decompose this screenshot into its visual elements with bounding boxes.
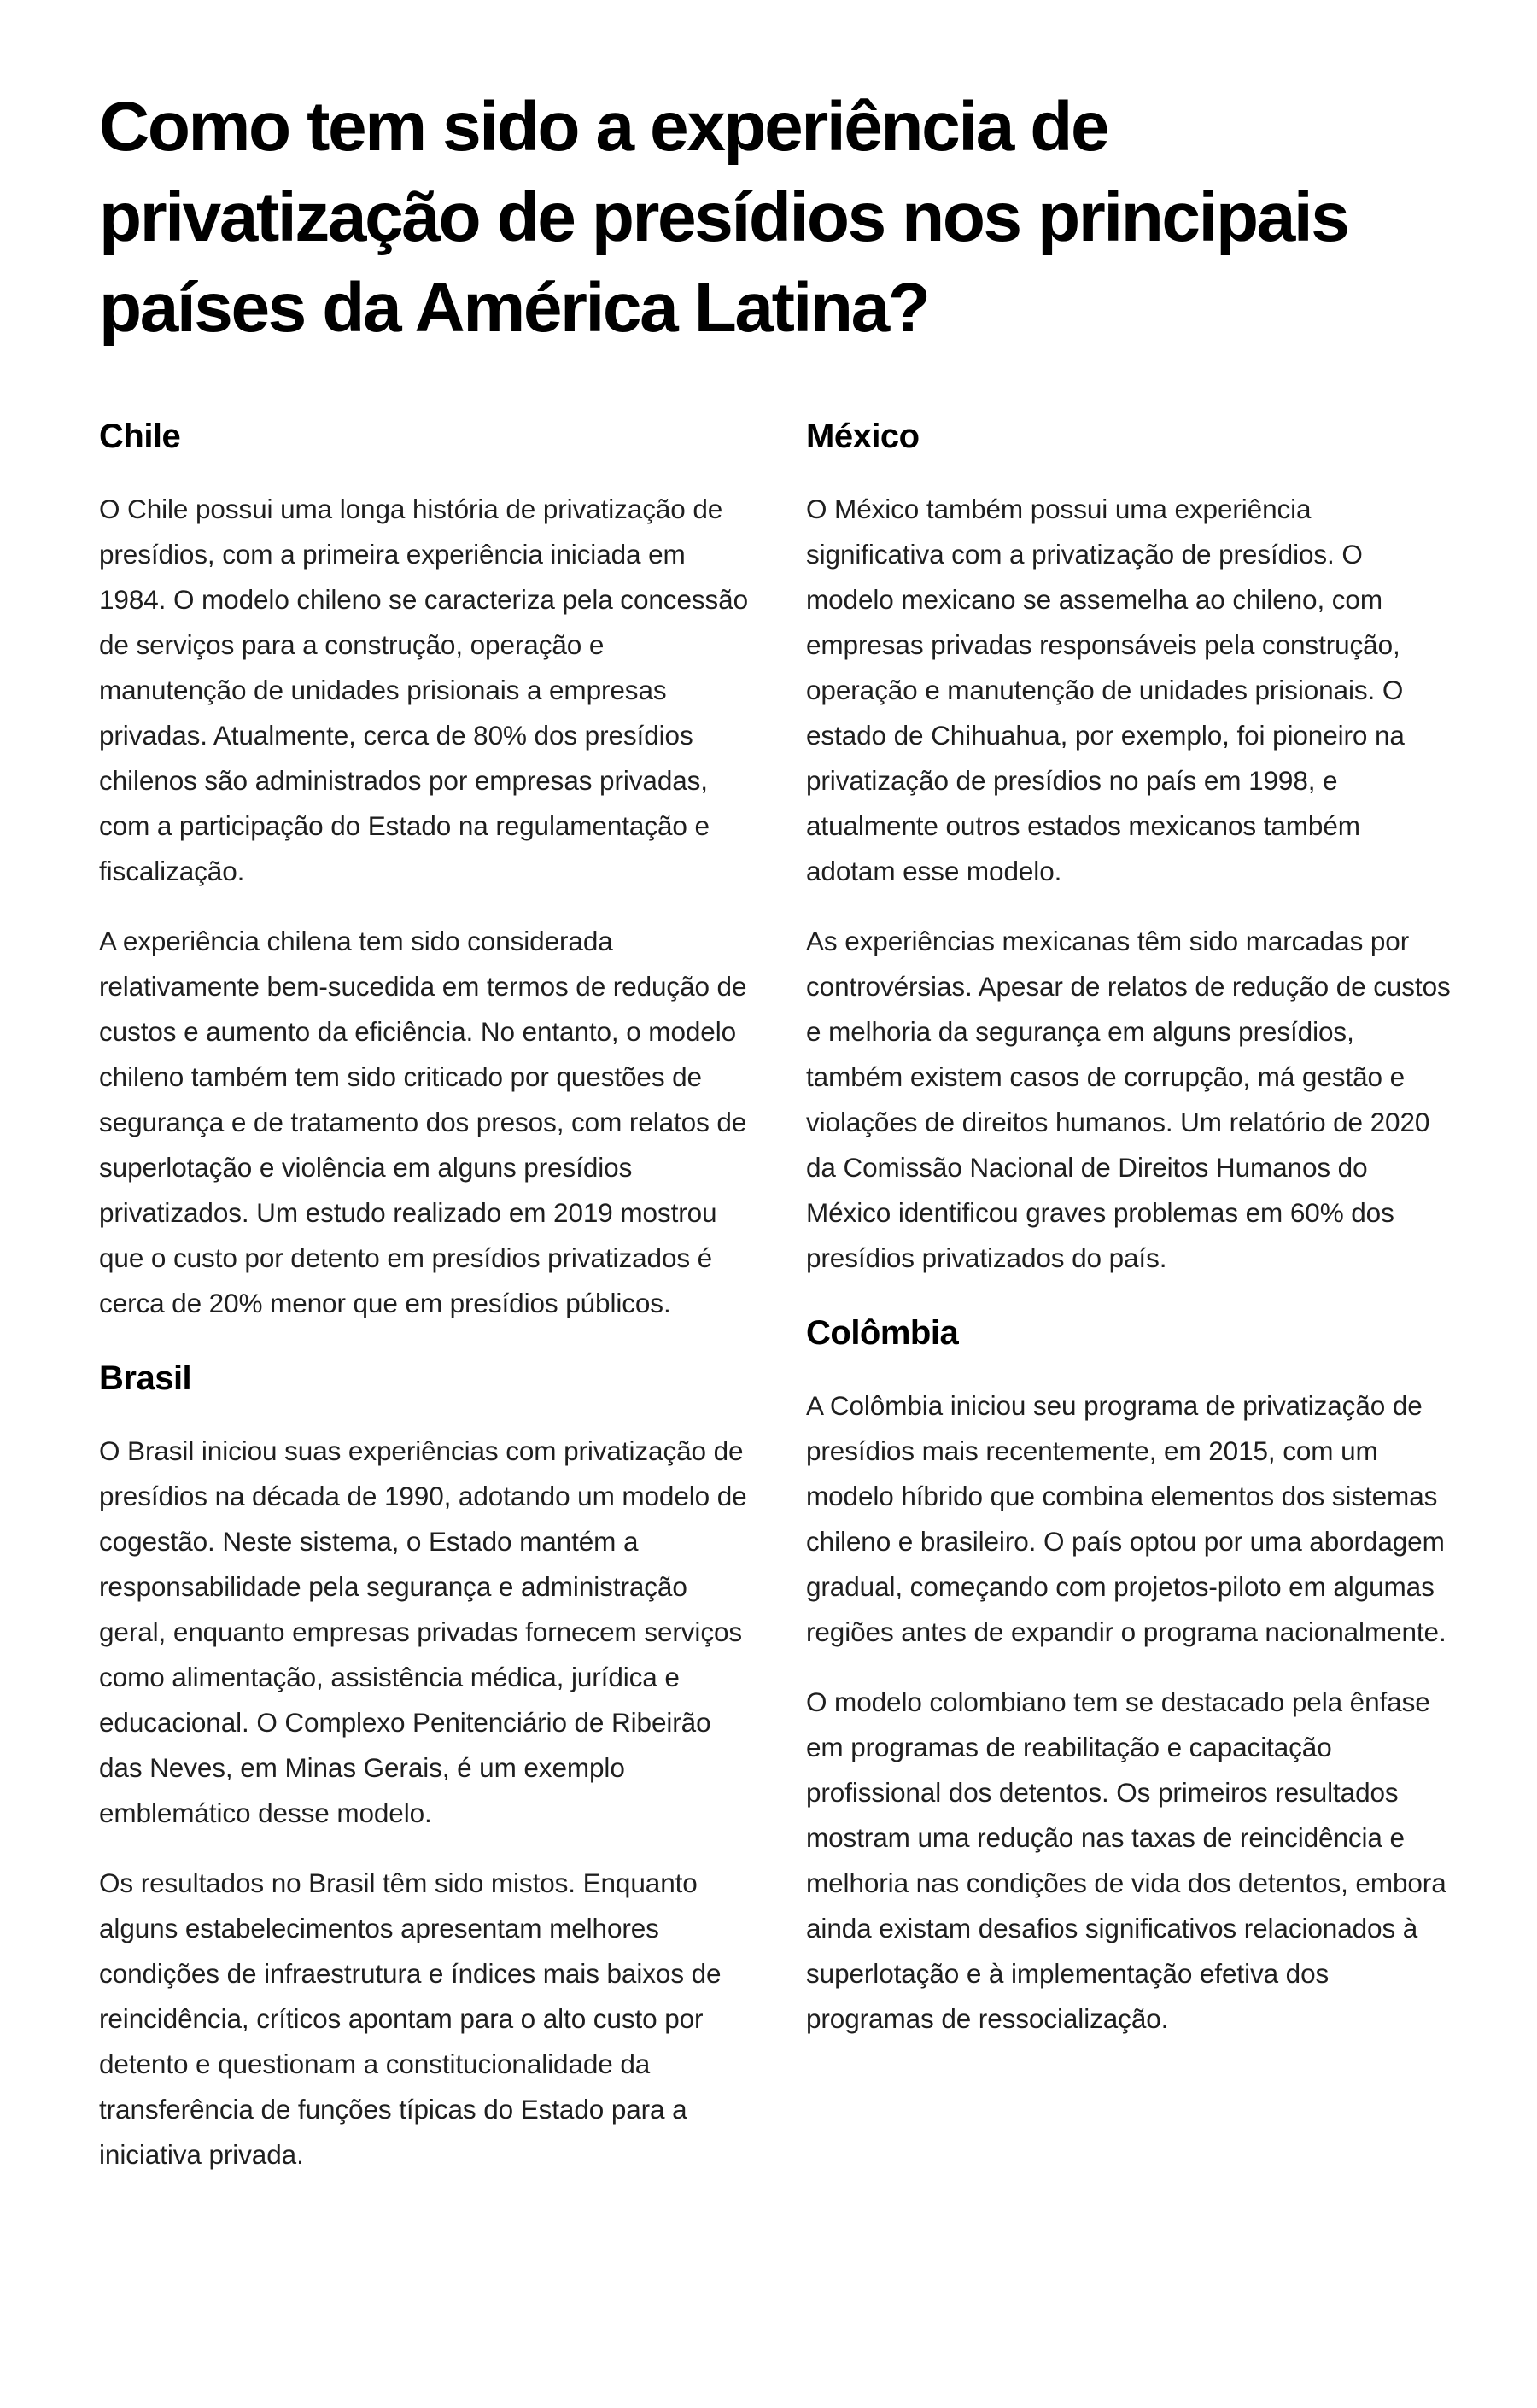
paragraph-mexico-1: O México também possui uma experiência significativa com a privatização de presídios. O modelo mexicano se assemelha ao chileno, com empresas privadas responsáveis pela construção, operação e manutenção de unidades prisionais. O estado de Chihuahua, por exemplo, foi pioneiro na privatização de presídios no país em 1998, e atualmente outros estados mexicanos também adotam esse modelo. bbox=[806, 494, 1405, 886]
paragraph-mexico-2: As experiências mexicanas têm sido marcadas por controvérsias. Apesar de relatos de redução de custos e melhoria da segurança em alguns presídios, também existem casos de corrupção, má gestão e violações de direitos humanos. Um relatório de 2020 da Comissão Nacional de Direitos Humanos do México identificou graves problemas em 60% dos presídios privatizados do país. bbox=[806, 926, 1451, 1273]
section-colombia bbox=[806, 1305, 1455, 2042]
page-title: Como tem sido a experiência de privatização de presídios nos principais países da América Latina? bbox=[99, 88, 1348, 347]
section-heading-colombia: Colômbia bbox=[806, 1314, 959, 1352]
section-heading-chile: Chile bbox=[99, 418, 181, 455]
paragraph-colombia-1: A Colômbia iniciou seu programa de privatização de presídios mais recentemente, em 2015, com um modelo híbrido que combina elementos dos sistemas chileno e brasileiro. O país optou por uma abordagem gradual, começando com projetos-piloto em algumas regiões antes de expandir o programa nacionalmente. bbox=[806, 1390, 1446, 1647]
right-column bbox=[806, 408, 1455, 2066]
section-mexico bbox=[806, 408, 1455, 1281]
section-chile bbox=[99, 408, 748, 1326]
paragraph-chile-1: O Chile possui uma longa história de privatização de presídios, com a primeira experiência iniciada em 1984. O modelo chileno se caracteriza pela concessão de serviços para a construção, operação e manutenção de unidades prisionais a empresas privadas. Atualmente, cerca de 80% dos presídios chilenos são administrados por empresas privadas, com a participação do Estado na regulamentação e fiscalização. bbox=[99, 494, 748, 886]
paragraph-brasil-2: Os resultados no Brasil têm sido mistos. Enquanto alguns estabelecimentos apresentam melhores condições de infraestrutura e índices mais baixos de reincidência, críticos apontam para o alto custo por detento e questionam a constitucionalidade da transferência de funções típicas do Estado para a iniciativa privada. bbox=[99, 1867, 722, 2170]
paragraph-brasil-1: O Brasil iniciou suas experiências com privatização de presídios na década de 1990, adotando um modelo de cogestão. Neste sistema, o Estado mantém a responsabilidade pela segurança e administração geral, enquanto empresas privadas fornecem serviços como alimentação, assistência médica, jurídica e educacional. O Complexo Penitenciário de Ribeirão das Neves, em Minas Gerais, é um exemplo emblemático desse modelo. bbox=[99, 1435, 747, 1828]
left-column bbox=[99, 408, 748, 2201]
paragraph-chile-2: A experiência chilena tem sido considerada relativamente bem-sucedida em termos de redução de custos e aumento da eficiência. No entanto, o modelo chileno também tem sido criticado por questões de segurança e de tratamento dos presos, com relatos de superlotação e violência em alguns presídios privatizados. Um estudo realizado em 2019 mostrou que o custo por detento em presídios privatizados é cerca de 20% menor que em presídios públicos. bbox=[99, 926, 747, 1318]
section-heading-mexico: México bbox=[806, 418, 920, 455]
section-heading-brasil: Brasil bbox=[99, 1359, 192, 1397]
section-brasil bbox=[99, 1350, 748, 2177]
paragraph-colombia-2: O modelo colombiano tem se destacado pela ênfase em programas de reabilitação e capacitação profissional dos detentos. Os primeiros resultados mostram uma redução nas taxas de reincidência e melhoria nas condições de vida dos detentos, embora ainda existam desafios significativos relacionados à superlotação e à implementação efetiva dos programas de ressocialização. bbox=[806, 1686, 1446, 2034]
